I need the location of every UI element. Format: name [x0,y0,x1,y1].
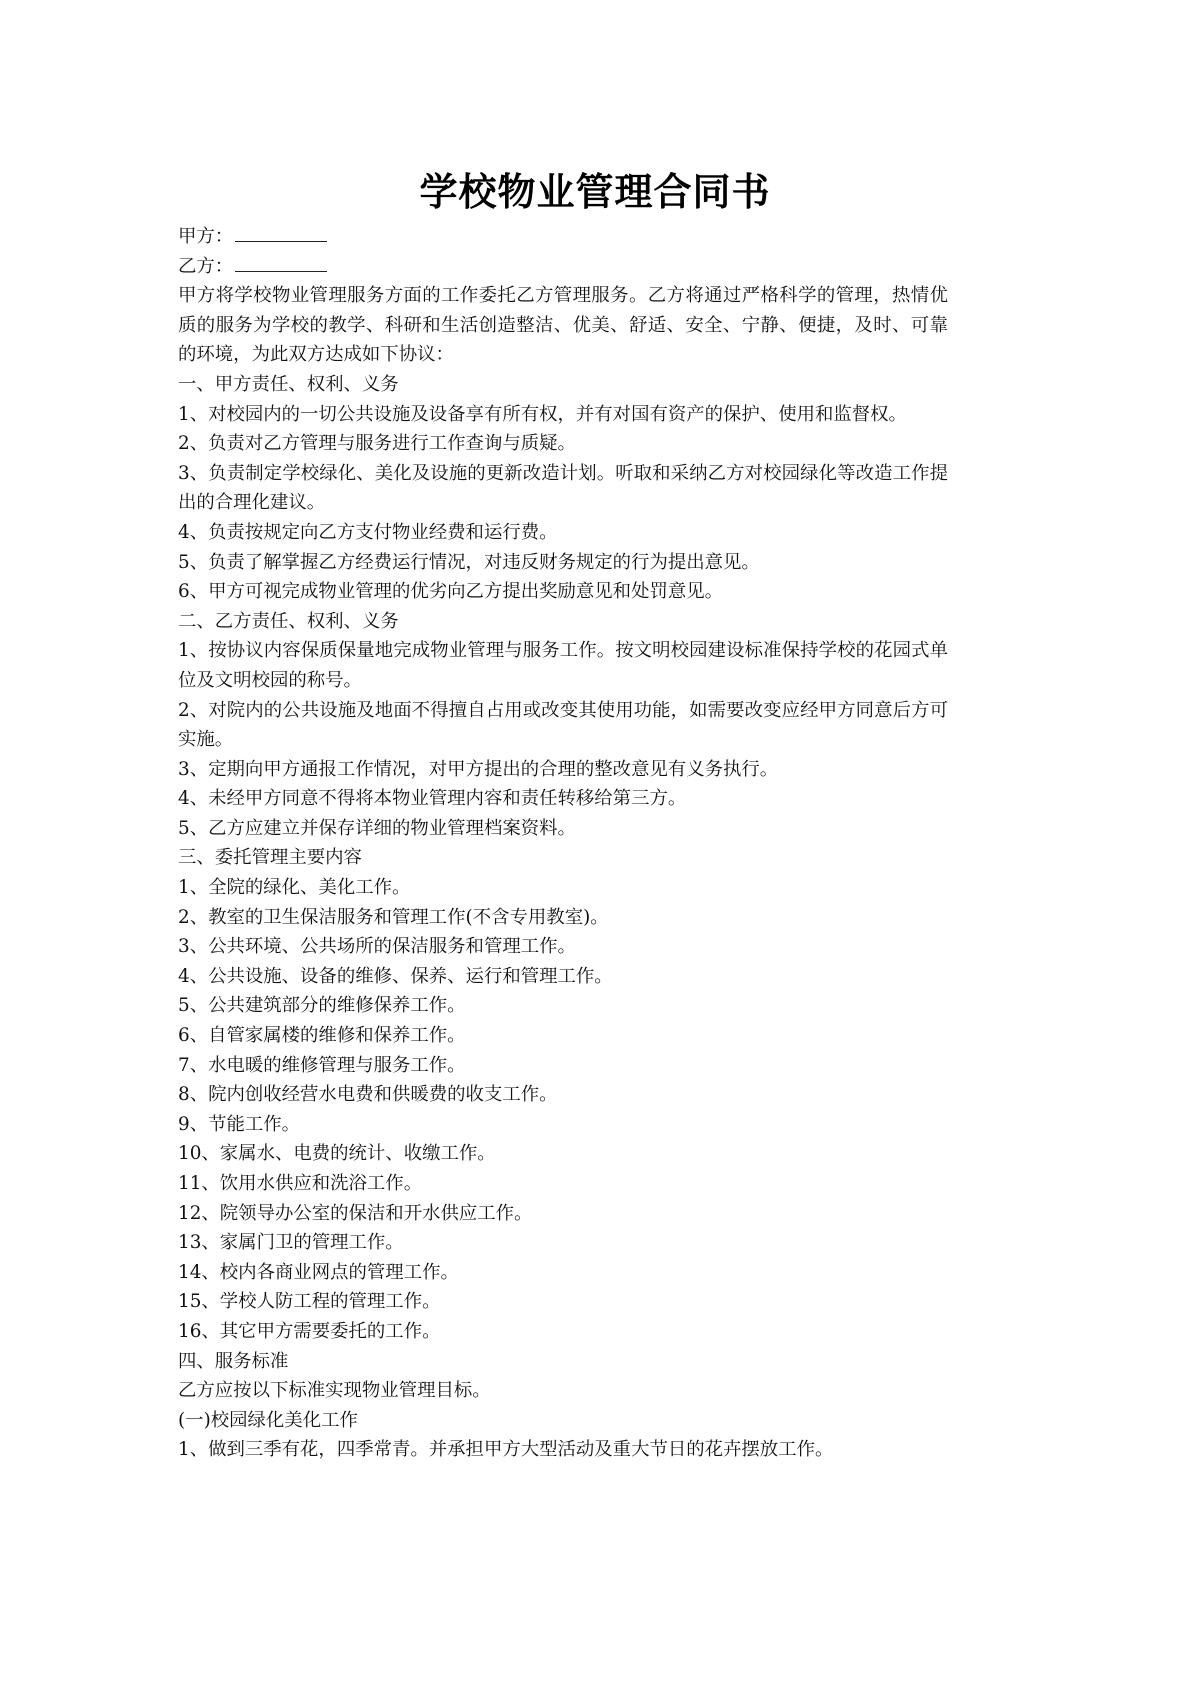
clause: 5、负责了解掌握乙方经费运行情况，对违反财务规定的行为提出意见。 [178,551,760,573]
party-a-label: 甲方： [178,226,234,247]
clause: 15、学校人防工程的管理工作。 [178,1291,441,1313]
party-b-line [178,252,948,282]
clause: 2、教室的卫生保洁服务和管理工作(不含专用教室)。 [178,906,609,928]
party-b-blank [235,254,327,272]
clause: 1、全院的绿化、美化工作。 [178,877,411,899]
section-heading: 二、乙方责任、权利、义务 [178,610,399,632]
clause: 9、节能工作。 [178,1113,301,1135]
clause: 6、甲方可视完成物业管理的优劣向乙方提出奖励意见和处罚意见。 [178,581,724,603]
document-body [178,222,948,1465]
clause: 3、负责制定学校绿化、美化及设施的更新改造计划。听取和采纳乙方对校园绿化等改造工作提出的合理化建议。 [178,462,948,514]
clause: 8、院内创收经营水电费和供暖费的收支工作。 [178,1084,558,1106]
section-heading: 一、甲方责任、权利、义务 [178,373,399,395]
clause: 16、其它甲方需要委托的工作。 [178,1320,441,1342]
section-heading: 四、服务标准 [178,1350,289,1372]
section-heading: 三、委托管理主要内容 [178,847,362,869]
party-a-line [178,222,948,252]
party-b-label: 乙方： [178,255,234,277]
subsection-heading: (一)校园绿化美化工作 [178,1409,358,1431]
document-title: 学校物业管理合同书 [419,170,771,214]
clause: 乙方应按以下标准实现物业管理目标。 [178,1380,491,1402]
clause: 3、公共环境、公共场所的保洁服务和管理工作。 [178,936,576,958]
clause: 11、饮用水供应和洗浴工作。 [178,1173,423,1194]
clause: 12、院领导办公室的保洁和开水供应工作。 [178,1202,533,1224]
clause: 1、按协议内容保质保量地完成物业管理与服务工作。按文明校园建设标准保持学校的花园式单位及文明校园的称号。 [178,640,948,691]
clause: 3、定期向甲方通报工作情况，对甲方提出的合理的整改意见有义务执行。 [178,758,779,780]
clause: 2、负责对乙方管理与服务进行工作查询与质疑。 [178,433,576,455]
clause: 4、公共设施、设备的维修、保养、运行和管理工作。 [178,965,613,987]
clause: 14、校内各商业网点的管理工作。 [178,1261,459,1283]
clause: 6、自管家属楼的维修和保养工作。 [178,1025,466,1047]
clause: 10、家属水、电费的统计、收缴工作。 [178,1143,496,1165]
party-a-blank [235,224,327,242]
intro-paragraph: 甲方将学校物业管理服务方面的工作委托乙方管理服务。乙方将通过严格科学的管理，热情优质的服务为学校的教学、科研和生活创造整洁、优美、舒适、安全、宁静、便捷，及时、可靠的环境，为此双方达成如下协议： [178,285,948,366]
clause: 1、做到三季有花，四季常青。并承担甲方大型活动及重大节日的花卉摆放工作。 [178,1439,834,1461]
clause: 5、公共建筑部分的维修保养工作。 [178,995,466,1017]
clause: 5、乙方应建立并保存详细的物业管理档案资料。 [178,817,576,839]
clause: 4、未经甲方同意不得将本物业管理内容和责任转移给第三方。 [178,788,687,810]
clause: 13、家属门卫的管理工作。 [178,1232,404,1254]
clause: 2、对院内的公共设施及地面不得擅自占用或改变其使用功能，如需要改变应经甲方同意后方可实施。 [178,699,948,751]
clause: 4、负责按规定向乙方支付物业经费和运行费。 [178,521,558,543]
clause: 7、水电暖的维修管理与服务工作。 [178,1054,466,1076]
clause: 1、对校园内的一切公共设施及设备享有所有权，并有对国有资产的保护、使用和监督权。 [178,403,907,425]
